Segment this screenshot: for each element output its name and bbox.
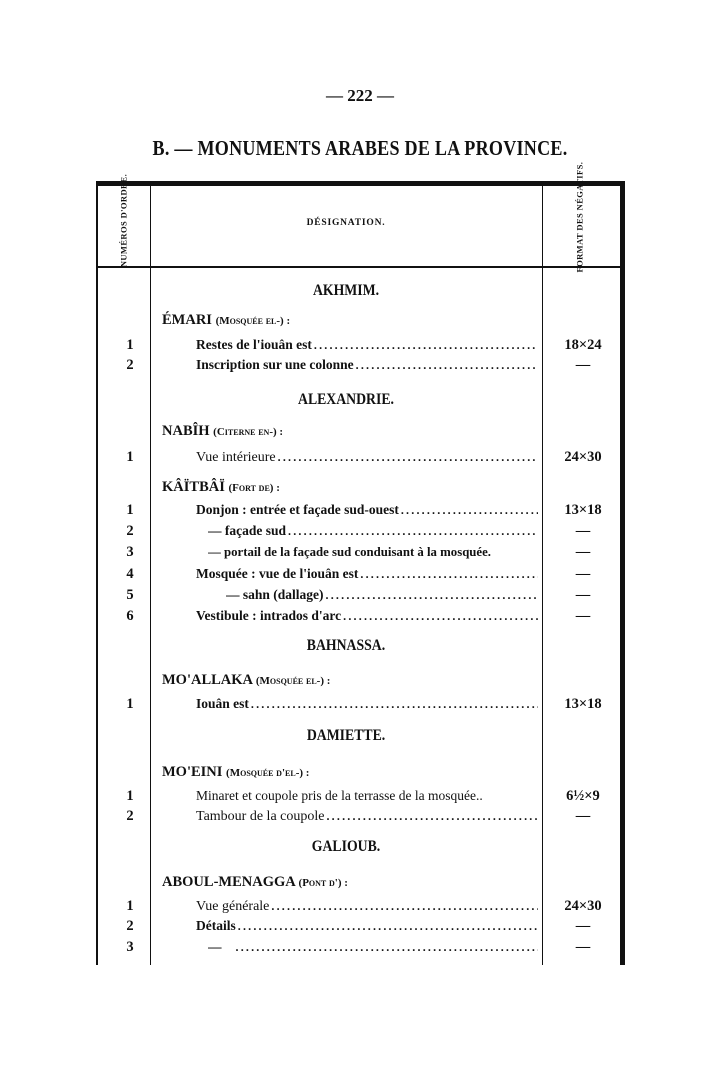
row-description — [196, 694, 538, 714]
header-designation: DÉSIGNATION. — [306, 218, 386, 228]
row-number: 1 — [126, 337, 134, 353]
row-format: 24×30 — [564, 449, 602, 465]
row-format: 13×18 — [564, 502, 602, 518]
city-heading: AKHMIM. — [312, 282, 380, 299]
monument-name: MO'ALLAKA — [162, 672, 253, 688]
table-row — [96, 937, 625, 957]
row-number: 2 — [126, 918, 134, 934]
monument-name: ÉMARI — [162, 312, 212, 328]
row-text: Détails — [196, 918, 236, 933]
row-text: Donjon : entrée et façade sud-ouest — [196, 502, 399, 517]
table-row — [96, 806, 625, 826]
row-description — [196, 447, 538, 467]
row-format: — — [575, 918, 591, 934]
table-row — [96, 916, 625, 936]
page-number: — 222 — — [326, 86, 394, 105]
table-row — [96, 447, 625, 467]
monument-heading — [162, 762, 309, 783]
row-text: — sahn (dallage) — [226, 587, 324, 602]
monument-name: NABÎH — [162, 423, 210, 439]
row-number: 3 — [126, 544, 134, 560]
table-row — [96, 335, 625, 355]
table-row — [96, 694, 625, 714]
table-row — [96, 521, 625, 541]
row-text: Vue générale — [196, 899, 270, 914]
row-format: — — [575, 608, 591, 624]
monument-name: ABOUL-MENAGGA — [162, 874, 295, 890]
dot-leader — [278, 447, 538, 467]
row-text: — façade sud — [208, 523, 287, 538]
row-number: 1 — [126, 502, 134, 518]
city-heading: ALEXANDRIE. — [298, 391, 394, 408]
table-row — [96, 896, 625, 916]
row-number: 1 — [126, 898, 134, 914]
monument-heading — [162, 670, 330, 691]
table-row — [96, 585, 625, 605]
header-numeros: NUMÉROS D'ORDRE. — [118, 173, 129, 268]
row-format: 6½×9 — [566, 788, 600, 804]
row-format: 13×18 — [564, 696, 602, 712]
table-row — [96, 500, 625, 520]
monument-qualifier: (Mosquée el-) : — [215, 315, 291, 327]
monument-qualifier: (Mosquée d'el-) : — [226, 767, 310, 779]
row-number: 4 — [126, 566, 134, 582]
row-text: Mosquée : vue de l'iouân est — [196, 566, 359, 581]
row-number: 2 — [126, 808, 134, 824]
row-text: Minaret et coupole pris de la terrasse de la mosquée.. — [196, 788, 483, 803]
row-description — [196, 896, 538, 916]
header-format: FORMAT DES NÉGATIFS. — [574, 161, 585, 273]
row-text: — portail de la façade sud conduisant à la mosquée. — [208, 545, 491, 559]
row-text: Inscription sur une colonne — [196, 357, 354, 372]
row-format: — — [575, 808, 591, 824]
row-description — [196, 786, 538, 806]
row-text: Vestibule : intrados d'arc — [196, 608, 342, 623]
row-description — [196, 806, 538, 826]
row-description — [196, 606, 538, 626]
row-description — [196, 916, 538, 936]
dot-leader — [288, 521, 538, 541]
monument-heading — [162, 310, 290, 331]
dot-leader — [360, 564, 538, 584]
row-number: 1 — [126, 788, 134, 804]
section-title: B. — MONUMENTS ARABES DE LA PROVINCE. — [152, 136, 568, 160]
dot-leader — [251, 694, 538, 714]
dot-leader — [326, 806, 538, 826]
header-rule — [96, 266, 625, 268]
row-text: Vue intérieure — [196, 450, 276, 465]
row-format: 24×30 — [564, 898, 602, 914]
row-description — [196, 500, 538, 520]
dot-leader — [238, 916, 538, 936]
table-row — [96, 355, 625, 375]
row-description — [208, 937, 538, 957]
dot-leader — [401, 500, 538, 520]
dot-leader — [236, 937, 539, 957]
row-description — [196, 355, 538, 375]
table-row — [96, 786, 625, 806]
table-row — [96, 564, 625, 584]
row-number: 1 — [126, 449, 134, 465]
dot-leader — [271, 896, 538, 916]
dot-leader — [326, 585, 538, 605]
monument-heading — [162, 421, 283, 442]
city-heading: BAHNASSA. — [306, 637, 386, 654]
row-description — [226, 585, 538, 605]
row-description — [208, 542, 538, 562]
row-format: — — [575, 357, 591, 373]
monument-qualifier: (Mosquée el-) : — [255, 675, 331, 687]
table-row — [96, 542, 625, 562]
monument-qualifier: (Citerne en-) : — [213, 426, 284, 438]
dot-leader — [356, 355, 538, 375]
row-description — [196, 335, 538, 355]
row-format: — — [575, 544, 591, 560]
row-format: — — [575, 523, 591, 539]
row-number: 5 — [126, 587, 134, 603]
row-format: 18×24 — [564, 337, 602, 353]
row-description — [208, 521, 538, 541]
city-heading: DAMIETTE. — [306, 727, 386, 744]
city-heading: GALIOUB. — [311, 838, 381, 855]
monument-name: KÂÏTBÂÏ — [162, 479, 225, 495]
monument-qualifier: (Fort de) : — [228, 482, 280, 494]
row-format: — — [575, 587, 591, 603]
monument-name: MO'EINI — [162, 764, 223, 780]
row-number: 1 — [126, 696, 134, 712]
monument-qualifier: (Pont d') : — [298, 877, 348, 889]
row-description — [196, 564, 538, 584]
row-number: 2 — [126, 357, 134, 373]
dot-leader — [343, 606, 538, 626]
row-text: Iouân est — [196, 696, 249, 711]
monument-heading — [162, 477, 280, 498]
dot-leader — [314, 335, 538, 355]
row-text: Tambour de la coupole — [196, 809, 325, 824]
row-number: 6 — [126, 608, 134, 624]
monument-heading — [162, 872, 348, 893]
row-number: 2 — [126, 523, 134, 539]
row-text: Restes de l'iouân est — [196, 337, 312, 352]
row-text: — — [208, 939, 222, 954]
table-row — [96, 606, 625, 626]
row-format: — — [575, 566, 591, 582]
row-format: — — [575, 939, 591, 955]
row-number: 3 — [126, 939, 134, 955]
